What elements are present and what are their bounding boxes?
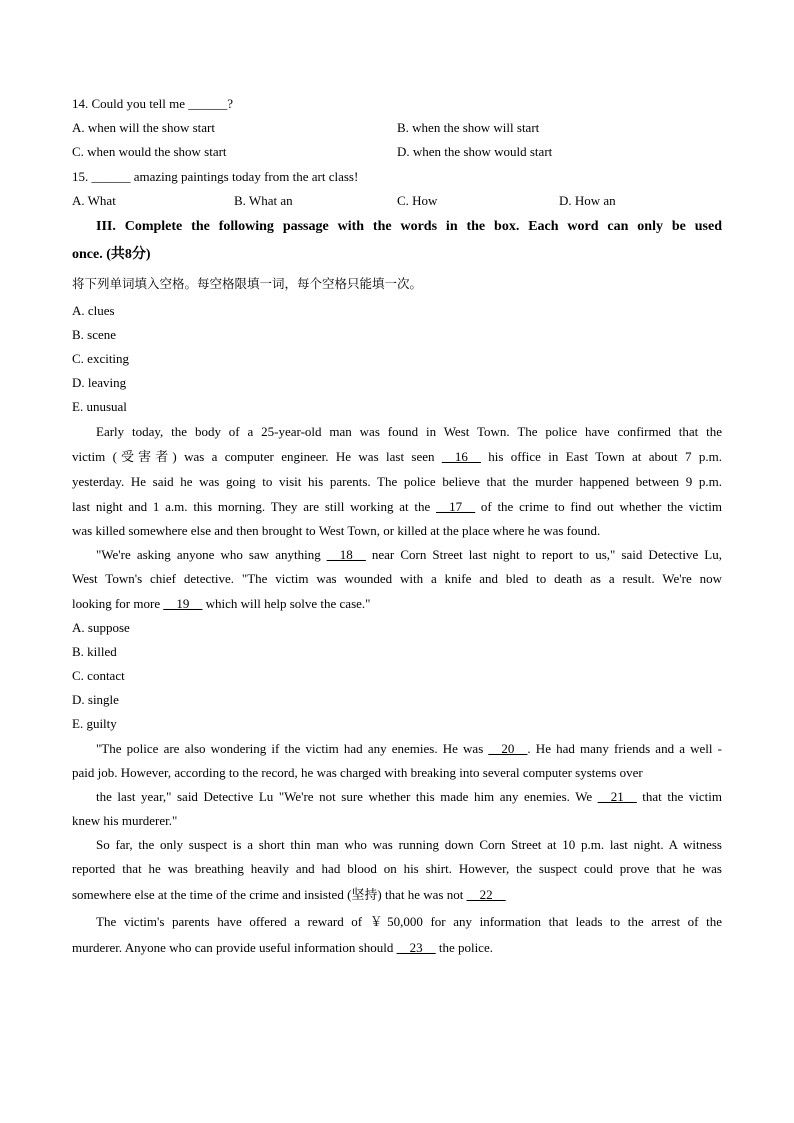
blank-23: __23__ xyxy=(396,940,436,955)
para3-line1: "The police are also wondering if the victim had any enemies. He was __20__. He had many friends and a well - xyxy=(96,741,722,756)
para4-line1: So far, the only suspect is a short thin man who was running down Corn Street at 10 p.m. last night. A witness xyxy=(96,837,722,852)
blank-16: __16__ xyxy=(441,449,481,464)
q14-option-a: A. when will the show start xyxy=(72,120,215,135)
box1-word-e: E. unusual xyxy=(72,399,127,414)
para5-line1: The victim's parents have offered a reward of ￥50,000 for any information that leads to the arrest of the xyxy=(96,914,722,929)
q14-option-d: D. when the show would start xyxy=(397,144,553,159)
box1-word-c: C. exciting xyxy=(72,351,130,366)
para2-line3: looking for more __19__ which will help solve the case." xyxy=(72,596,371,611)
box1-word-b: B. scene xyxy=(72,327,117,342)
para2-line1: "We're asking anyone who saw anything __18__ near Corn Street last night to report to us," said Detective Lu, xyxy=(96,547,722,562)
para1-line1: Early today, the body of a 25-year-old man was found in West Town. The police have confirmed that the xyxy=(96,424,722,439)
para3-line3: the last year," said Detective Lu "We're not sure whether this made him any enemies. We __21__ that the victim xyxy=(96,789,722,804)
para3-line2: paid job. However, according to the record, he was charged with breaking into several computer systems over xyxy=(72,765,643,780)
blank-20: __20__ xyxy=(488,741,528,756)
q14-option-c: C. when would the show start xyxy=(72,144,227,159)
q15-option-a: A. What xyxy=(72,193,116,208)
para1-line3: yesterday. He said he was going to visit his parents. The police believe that the murder happened between 9 p.m. xyxy=(72,474,722,489)
box2-word-d: D. single xyxy=(72,692,119,707)
blank-17: __17__ xyxy=(436,499,476,514)
para4-line2: reported that he was breathing heavily and had blood on his shirt. However, the suspect could prove that he was xyxy=(72,861,722,876)
box2-word-c: C. contact xyxy=(72,668,125,683)
box2-word-a: A. suppose xyxy=(72,620,130,635)
blank-18: __18__ xyxy=(326,547,366,562)
box2-word-b: B. killed xyxy=(72,644,117,659)
para1-line5: was killed somewhere else and then brought to West Town, or killed at the place where he was found. xyxy=(72,523,601,538)
section-title-line1: III. Complete the following passage with the words in the box. Each word can only be used xyxy=(96,219,722,234)
q14-option-b: B. when the show will start xyxy=(397,120,540,135)
q15-stem: 15. ______ amazing paintings today from the art class! xyxy=(72,169,359,184)
box1-word-a: A. clues xyxy=(72,303,115,318)
box2-word-e: E. guilty xyxy=(72,716,117,731)
q14-stem: 14. Could you tell me ______? xyxy=(72,96,234,111)
para1-line2: victim (受害者) was a computer engineer. He was last seen __16__ his office in East Town at about 7 p.m. xyxy=(72,449,722,464)
box1-word-d: D. leaving xyxy=(72,375,127,390)
section-instruction: 将下列单词填入空格。每空格限填一词，每个空格只能填一次。 xyxy=(72,276,423,291)
section-title-line2: once. (共8分) xyxy=(72,247,151,262)
q15-option-d: D. How an xyxy=(559,193,616,208)
q15-option-c: C. How xyxy=(397,193,438,208)
para2-line2: West Town's chief detective. "The victim was wounded with a knife and bled to death as a result. We're now xyxy=(72,571,722,586)
blank-22: __22__ xyxy=(466,887,506,902)
para3-line4: knew his murderer." xyxy=(72,813,178,828)
para1-line4: last night and 1 a.m. this morning. They are still working at the __17__ of the crime to find out whether the victim xyxy=(72,499,722,514)
q15-option-b: B. What an xyxy=(234,193,293,208)
para4-line3: somewhere else at the time of the crime and insisted (坚持) that he was not __22__ xyxy=(72,887,506,902)
blank-21: __21__ xyxy=(597,789,637,804)
para5-line2: murderer. Anyone who can provide useful information should __23__ the police. xyxy=(72,940,493,955)
blank-19: __19__ xyxy=(163,596,203,611)
